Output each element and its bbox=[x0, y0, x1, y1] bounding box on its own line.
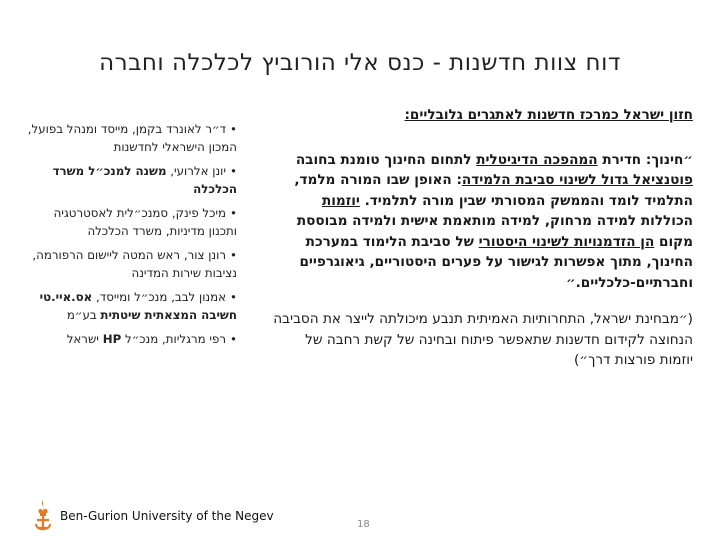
participant-text-after: ישראל bbox=[66, 332, 103, 346]
participant-text-after: בע״מ bbox=[66, 308, 101, 322]
participant-item bbox=[22, 246, 237, 282]
bullet-dot: • bbox=[230, 332, 237, 346]
participant-item bbox=[22, 288, 237, 324]
bullet-dot: • bbox=[230, 248, 237, 262]
quote-underline-4: הן הזדמנויות לשינוי היסטורי bbox=[478, 233, 655, 250]
participant-item bbox=[22, 120, 237, 156]
quote-part-3: : האופן שבו המורה מלמד, התלמיד לומד והממשק המסורתי שבין מורה לתלמיד. bbox=[294, 172, 693, 209]
footer bbox=[32, 494, 274, 538]
participant-company-bold: אס.איי.טי חשיבה המצאתית שיטתית bbox=[39, 290, 237, 322]
bullet-dot: • bbox=[230, 290, 237, 304]
quote-part-4: הכוללות למידה מרחוק, למידה מותאמת אישית ולמידה מבוססת מקום bbox=[296, 213, 693, 250]
quote-part-5: של סביבת הלימוד במערכת החינוך, מתוך אפשרות לגישור על פערים היסטוריים, גיאוגרפיים וחברתיים-כלכליים.״ bbox=[299, 233, 693, 291]
participant-text: מיכל פינק, סמנכ״לית לאסטרטגיה ותכנון מדיניות, משרד הכלכלה bbox=[53, 206, 237, 238]
quote-part-1: ״חינוך: חדירת bbox=[597, 151, 693, 168]
right-column bbox=[268, 105, 693, 371]
participant-item bbox=[22, 204, 237, 240]
competitiveness-paragraph: (״מבחינת ישראל, התחרותיות האמיתית תנבע מיכולתה לייצר את הסביבה הנחוצה לקידום חדשנות שתאפשר פיתוח ובחינה של קשת רחבה של יוזמות פורצות דרך״) bbox=[273, 311, 693, 368]
participant-text: רונן צור, ראש המטה ליישום הרפורמה, נציבות שירות המדינה bbox=[32, 248, 237, 280]
participant-item bbox=[22, 162, 237, 198]
bullet-dot: • bbox=[230, 122, 237, 136]
participant-company-bold: HP bbox=[102, 332, 122, 346]
quote-underline-2: פוטנציאל גדול לשינוי סביבת הלמידה bbox=[461, 172, 693, 188]
quote-underline-1: המהפכה הדיגיטלית bbox=[476, 151, 598, 168]
bullet-dot: • bbox=[230, 164, 237, 178]
education-quote bbox=[268, 150, 693, 294]
university-name: Ben-Gurion University of the Negev bbox=[60, 509, 274, 523]
slide-title: דוח צוות חדשנות - כנס אלי הורוביץ לכלכלה וחברה bbox=[99, 50, 621, 76]
participant-item bbox=[22, 330, 237, 348]
participant-text: רפי מרגליות, מנכ״ל bbox=[121, 332, 227, 346]
university-logo-icon bbox=[32, 498, 54, 534]
participant-text: ד״ר לאונרד בקמן, מייסד ומנהל בפועל, המכון הישראלי לחדשנות bbox=[27, 122, 237, 154]
quote-underline-3: יוזמות bbox=[321, 192, 360, 209]
quote-part-2: לתחום החינוך טומנת בחובה bbox=[295, 151, 477, 168]
participant-text: אמנון לבב, מנכ״ל ומייסד, bbox=[92, 290, 227, 304]
vision-heading: חזון ישראל כמרכז חדשנות לאתגרים גלובליים: bbox=[404, 107, 693, 123]
participant-text: יונן אלרועי, bbox=[166, 164, 227, 178]
participant-role-bold: משנה למנכ״ל משרד הכלכלה bbox=[52, 164, 237, 196]
participants-list bbox=[22, 120, 237, 354]
page-number: 18 bbox=[357, 519, 370, 530]
bullet-dot: • bbox=[230, 206, 237, 220]
